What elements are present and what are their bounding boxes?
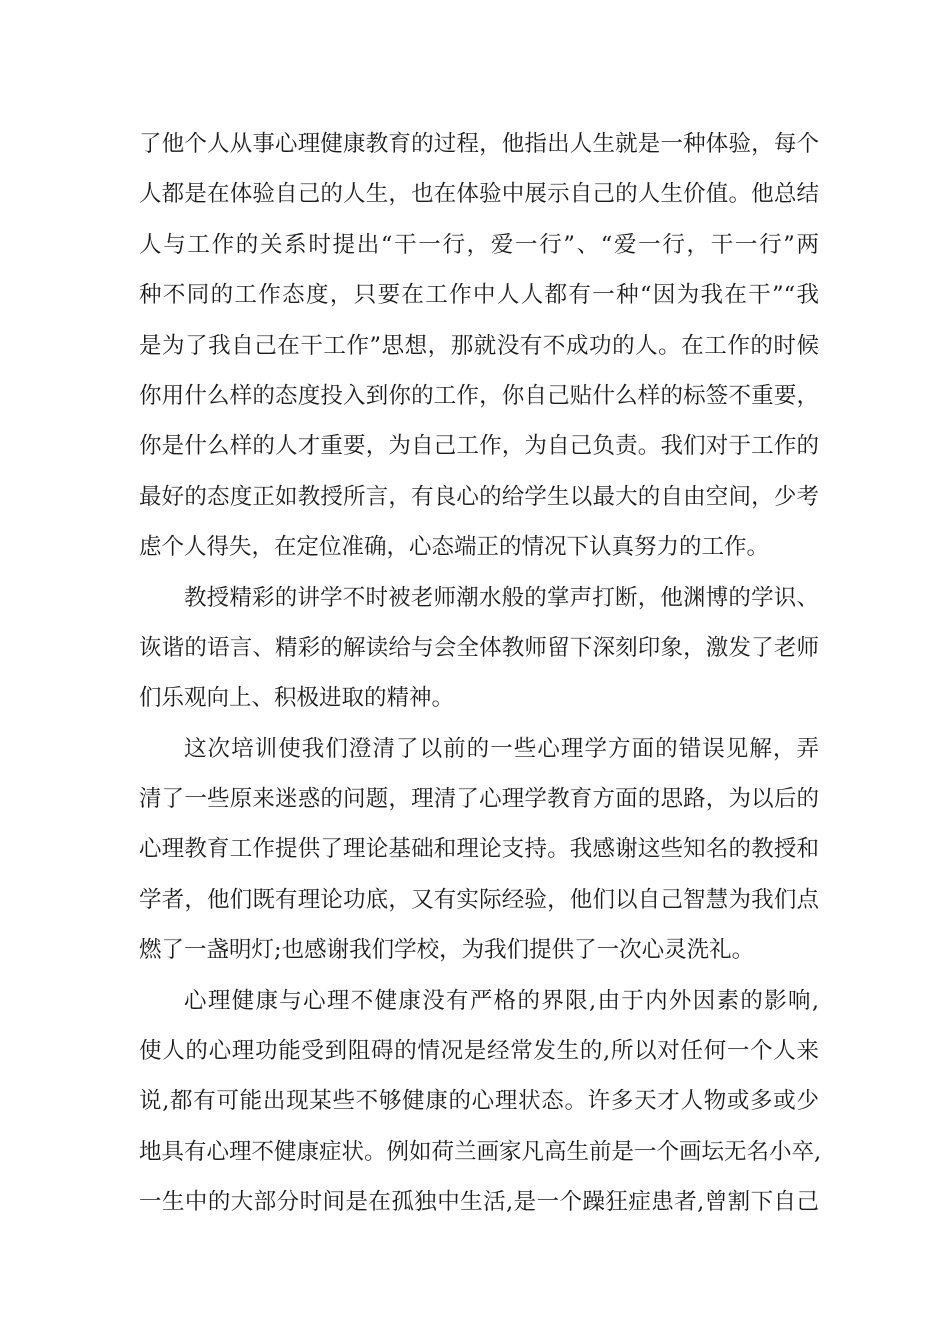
text-line: 人与工作的关系时提出“干一行，爱一行”、“爱一行，干一行”两 [139,231,819,258]
text-line: 学者，他们既有理论功底，又有实际经验，他们以自己智慧为我们点 [139,886,819,913]
text-line: 清了一些原来迷惑的问题，理清了心理学教育方面的思路，为以后的 [139,786,819,813]
text-line: 地具有心理不健康症状。例如荷兰画家凡高生前是一个画坛无名小卒, [139,1138,822,1165]
text-line: 燃了一盏明灯;也感谢我们学校，为我们提供了一次心灵洗礼。 [139,937,755,964]
text-line: 心理健康与心理不健康没有严格的界限,由于内外因素的影响, [184,987,819,1014]
text-line: 诙谐的语言、精彩的解读给与会全体教师留下深刻印象，激发了老师 [139,634,819,661]
text-line: 心理教育工作提供了理论基础和理论支持。我感谢这些知名的教授和 [139,836,819,863]
text-line: 种不同的工作态度，只要在工作中人人都有一种“因为我在干”“我 [139,282,819,309]
text-line: 你是什么样的人才重要，为自己工作，为自己负责。我们对于工作的 [139,433,819,460]
text-line: 一生中的大部分时间是在孤独中生活,是一个躁狂症患者,曾割下自己 [139,1189,819,1216]
text-line: 教授精彩的讲学不时被老师潮水般的掌声打断，他渊博的学识、 [184,584,819,611]
document-body [139,119,822,1228]
text-line: 这次培训使我们澄清了以前的一些心理学方面的错误见解，弄 [184,735,819,762]
text-line: 虑个人得失，在定位准确，心态端正的情况下认真努力的工作。 [139,534,770,561]
text-line: 们乐观向上、积极进取的精神。 [139,685,455,712]
text-line: 说,都有可能出现某些不够健康的心理状态。许多天才人物或多或少 [139,1088,819,1115]
text-line: 最好的态度正如教授所言，有良心的给学生以最大的自由空间，少考 [139,483,819,510]
text-line: 人都是在体验自己的人生，也在体验中展示自己的人生价值。他总结 [139,181,819,208]
text-line: 你用什么样的态度投入到你的工作，你自己贴什么样的标签不重要， [139,382,819,409]
text-line: 是为了我自己在干工作”思想，那就没有不成功的人。在工作的时候 [139,332,819,359]
text-line: 了他个人从事心理健康教育的过程，他指出人生就是一种体验，每个 [139,131,819,157]
text-line: 使人的心理功能受到阻碍的情况是经常发生的,所以对任何一个人来 [139,1038,819,1065]
